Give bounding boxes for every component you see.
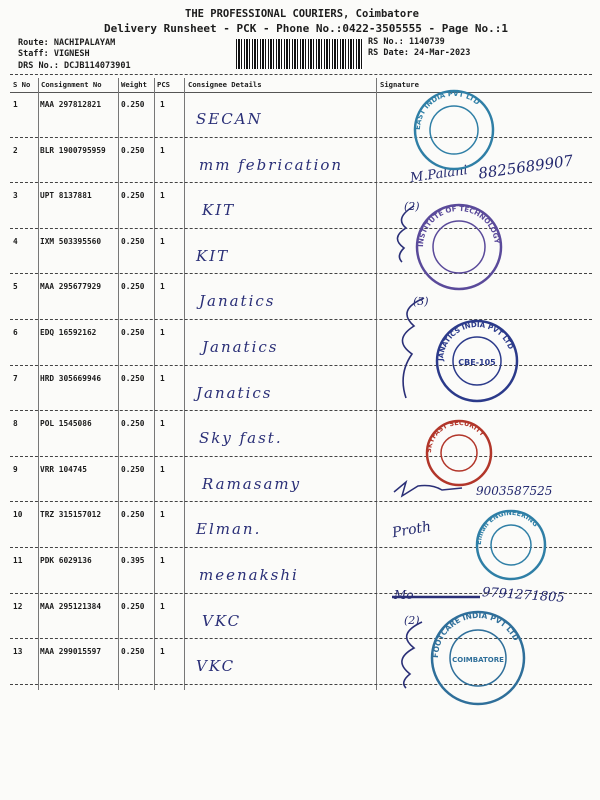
row-consignment-no: TRZ 315157012: [40, 510, 102, 520]
row-pcs: 1: [160, 419, 165, 429]
row-pcs: 1: [160, 464, 165, 474]
row-consignee: KIT: [196, 246, 230, 265]
stamp-row1: [412, 88, 496, 172]
row-consignment-no: MAA 295121384: [40, 601, 102, 611]
row-weight: 0.250: [121, 282, 145, 292]
row-sno: 8: [13, 419, 18, 429]
row-pcs: 1: [160, 191, 165, 201]
row-consignee: meenakshi: [199, 566, 299, 584]
row-consignee: KIT: [202, 201, 236, 220]
col-header-signature: Signature: [380, 80, 419, 89]
row-divider: [10, 228, 592, 229]
drs-number: DRS No.: DCJB114073901: [18, 61, 131, 71]
company-title: THE PROFESSIONAL COURIERS, Coimbatore: [185, 8, 419, 20]
svg-text:FOOTCARE INDIA PVT LTD: [431, 611, 521, 658]
row-sno: 12: [13, 601, 23, 611]
row-weight: 0.250: [121, 373, 145, 383]
column-divider: [376, 78, 377, 690]
row-consignee: VKC: [196, 657, 236, 676]
stamp-row3: [414, 202, 504, 292]
stamp-row12-center: COIMBATORE: [452, 656, 504, 664]
count-row3: (2): [404, 200, 420, 213]
row-weight: 0.250: [121, 236, 145, 246]
count-row12: (2): [404, 614, 420, 627]
signature-row10: Proth: [390, 518, 433, 542]
row-weight: 0.250: [121, 191, 145, 201]
row-consignee: Janatics: [196, 383, 273, 402]
stamp-row3-text: INSTITUTE OF TECHNOLOGY: [416, 204, 501, 248]
row-consignment-no: MAA 297812821: [40, 100, 102, 109]
row-pcs: 1: [160, 601, 165, 611]
signature-row2: M.Palani: [409, 163, 469, 186]
row-divider: [10, 410, 592, 411]
row-weight: 0.250: [121, 145, 145, 155]
row-consignee: VKC: [202, 611, 242, 630]
header-rule: [10, 92, 592, 93]
row-weight: 0.250: [121, 100, 145, 109]
row-sno: 6: [13, 328, 18, 337]
stamp-row12-text: FOOTCARE INDIA PVT LTD: [430, 610, 521, 659]
stamp-row12: [428, 608, 528, 708]
row-consignment-no: POL 1545086: [40, 419, 92, 429]
row-divider: [10, 273, 592, 274]
row-consignment-no: MAA 295677929: [40, 282, 102, 292]
row-consignment-no: UPT 8137881: [40, 191, 92, 201]
svg-text:EAST INDIA PVT LTD: [414, 90, 481, 130]
row-divider: [10, 137, 592, 138]
stamp-row8: [424, 418, 494, 488]
row-weight: 0.250: [121, 464, 145, 474]
table-top-rule: [10, 74, 592, 75]
rs-date: RS Date: 24-Mar-2023: [368, 48, 471, 58]
row-weight: 0.250: [121, 601, 145, 611]
row-consignee: mm febrication: [199, 155, 344, 174]
column-divider: [118, 78, 119, 690]
row-consignee: Ramasamy: [202, 474, 302, 493]
column-divider: [38, 78, 39, 690]
row-sno: 13: [13, 647, 23, 657]
row-sno: 10: [13, 510, 23, 520]
stamp-row5: [434, 318, 520, 404]
row-consignment-no: BLR 1900795959: [40, 145, 106, 155]
row-divider: [10, 501, 592, 502]
row-consignment-no: VRR 104745: [40, 464, 87, 474]
stamp-row1-text: EAST INDIA PVT LTD: [413, 89, 482, 131]
signature-row9-phone: 9003587525: [476, 484, 553, 498]
runsheet-subtitle: Delivery Runsheet - PCK - Phone No.:0422-3505555 - Page No.:1: [104, 22, 508, 35]
barcode: [236, 39, 364, 69]
row-pcs: 1: [160, 236, 165, 246]
count-row5: (3): [413, 295, 429, 308]
row-consignment-no: IXM 503395560: [40, 236, 102, 246]
col-header-consignment: Consignment No: [41, 80, 102, 89]
row-weight: 0.250: [121, 510, 145, 520]
row-consignee: Janatics: [199, 292, 276, 311]
row-consignment-no: HRD 305669946: [40, 373, 102, 383]
route-label: Route: NACHIPALAYAM: [18, 38, 116, 48]
row-consignee: SECAN: [196, 110, 263, 128]
row-consignment-no: PDK 6029136: [40, 556, 92, 565]
scribble-row11: [392, 592, 482, 602]
row-sno: 2: [13, 145, 18, 155]
column-divider: [184, 78, 185, 690]
signature-row11: Mo: [394, 588, 414, 602]
row-pcs: 1: [160, 282, 165, 292]
row-consignee: Elman.: [196, 520, 262, 539]
signature-row2-phone: 8825689907: [477, 151, 575, 183]
stamp-row5-center: CBE-105: [458, 358, 496, 367]
row-weight: 0.250: [121, 419, 145, 429]
rs-number: RS No.: 1140739: [368, 37, 445, 47]
stamp-row10-text: Elman ENGINEERING: [474, 508, 540, 546]
row-pcs: 1: [160, 556, 165, 565]
row-divider: [10, 456, 592, 457]
row-pcs: 1: [160, 510, 165, 520]
stamp-row5-text: JANATICS INDIA PVT LTD: [436, 320, 515, 362]
col-header-weight: Weight: [121, 80, 147, 89]
row-sno: 11: [13, 556, 23, 565]
row-weight: 0.395: [121, 556, 145, 565]
row-sno: 7: [13, 373, 18, 383]
row-consignment-no: EDQ 16592162: [40, 328, 97, 337]
row-divider: [10, 182, 592, 183]
row-pcs: 1: [160, 647, 165, 657]
row-sno: 9: [13, 464, 18, 474]
stamp-row10: [474, 508, 548, 582]
column-divider: [154, 78, 155, 690]
row-sno: 4: [13, 236, 18, 246]
signature-row11-phone: 9791271805: [481, 585, 566, 606]
row-pcs: 1: [160, 145, 165, 155]
row-pcs: 1: [160, 373, 165, 383]
col-header-consignee: Consignee Details: [188, 80, 262, 89]
svg-text:INSTITUTE OF TECHNOLOGY: [417, 205, 501, 247]
row-consignment-no: MAA 299015597: [40, 647, 102, 657]
svg-text:JANATICS INDIA PVT LTD: [437, 321, 515, 362]
col-header-sno: S No: [13, 80, 31, 89]
row-sno: 3: [13, 191, 18, 201]
col-header-pcs: PCS: [157, 80, 170, 89]
row-weight: 0.250: [121, 647, 145, 657]
staff-label: Staff: VIGNESH: [18, 49, 90, 59]
row-pcs: 1: [160, 100, 165, 109]
row-sno: 1: [13, 100, 18, 109]
row-pcs: 1: [160, 328, 165, 337]
row-weight: 0.250: [121, 328, 145, 337]
row-consignee: Sky fast.: [199, 429, 283, 448]
stamp-row8-text: SKYFAST SECURITY: [424, 418, 487, 454]
row-consignee: Janatics: [202, 338, 279, 356]
row-sno: 5: [13, 282, 18, 292]
